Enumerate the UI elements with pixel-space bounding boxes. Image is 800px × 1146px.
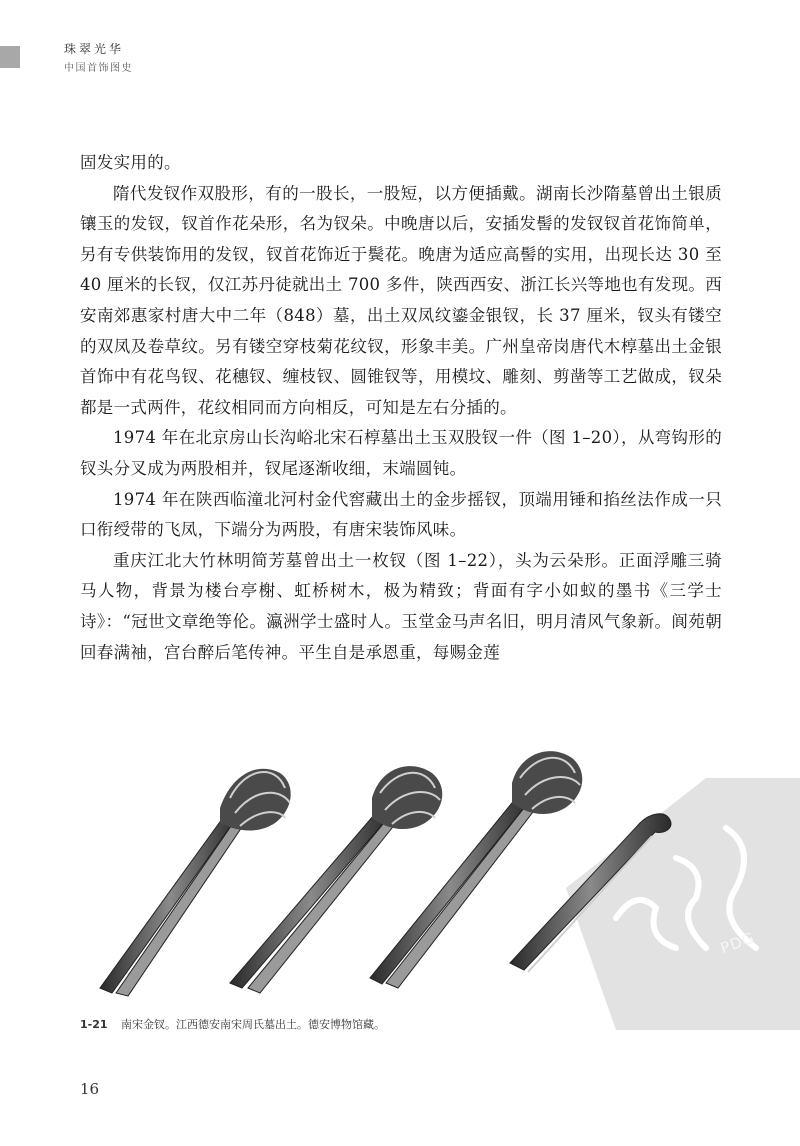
running-head (64, 40, 133, 74)
body-text (80, 148, 722, 668)
paragraph: 1974 年在陕西临潼北河村金代窖藏出土的金步摇钗，顶端用锤和掐丝法作成一只口衔绶带的飞凤，下端分为两股，有唐宋装饰风味。 (80, 489, 722, 540)
paragraph: 1974 年在北京房山长沟峪北宋石椁墓出土玉双股钗一件（图 1–20），从弯钩形的钗头分叉成为两股相并，钗尾逐渐收细，末端圆钝。 (80, 428, 722, 478)
figure-hairpins (80, 738, 800, 1008)
paragraph: 隋代发钗作双股形，有的一股长，一股短，以方便插戴。湖南长沙隋墓曾出土银质镶玉的发钗，钗首作花朵形，名为钗朵。中晚唐以后，安插发髻的发钗钗首花饰简单，另有专供装饰用的发钗，钗首花饰近于鬓花。晚唐为适应高髻的实用，出现长达 30 至 40 厘米的长钗，仅江苏丹徒就出土 700 多件，陕西西安、浙江长兴等地也有发现。西安南郊惠家村唐大中二年（848）墓，出土双凤纹鎏金银钗，长 37 厘米，钗头有镂空的双凤及卷草纹。另有镂空穿枝菊花纹钗，形象丰美。广州皇帝岗唐代木椁墓出土金银首饰中有花鸟钗、花穗钗、缠枝钗、圆锥钗等，用模坟、雕刻、剪凿等工艺做成，钗朵都是一式两件，花纹相同而方向相反，可知是左右分插的。 (80, 183, 722, 417)
figure-caption (80, 1016, 385, 1032)
running-head-subtitle: 中国首饰图史 (64, 63, 133, 74)
figure-number: 1-21 (80, 1018, 108, 1031)
figure-caption-text: 南宋金钗。江西德安南宋周氏墓出土。德安博物馆藏。 (121, 1018, 386, 1031)
paragraph: 重庆江北大竹林明简芳墓曾出土一枚钗（图 1–22），头为云朵形。正面浮雕三骑马人物，背景为楼台亭榭、虹桥树木，极为精致；背面有字小如蚁的墨书《三学士诗》：“冠世文章绝等伦。瀛洲学士盛时人。玉堂金马声名旧，明月清风气象新。阆苑朝回春满袖，宫台醉后笔传神。平生自是承恩重，每赐金莲 (80, 550, 722, 662)
pdg-stamp-letters: PDG (717, 928, 758, 958)
paragraph: 固发实用的。 (80, 153, 181, 172)
chapter-tab-marker (0, 46, 20, 68)
page-number: 16 (80, 1080, 100, 1098)
hairpins-illustration (80, 738, 800, 1008)
running-head-title: 珠翠光华 (64, 42, 125, 56)
hairpin-4 (510, 814, 671, 972)
